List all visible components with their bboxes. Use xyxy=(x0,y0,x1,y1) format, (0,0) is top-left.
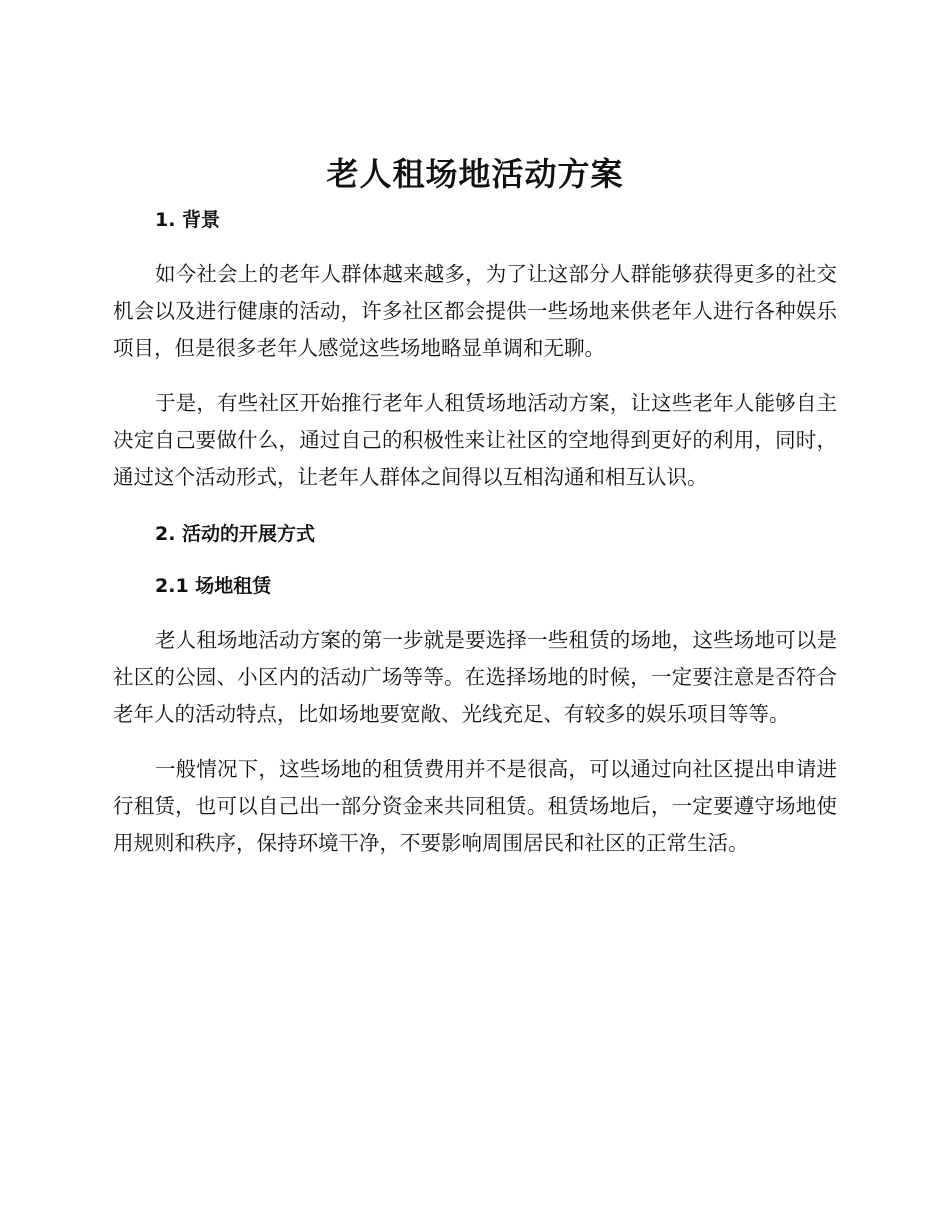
paragraph: 如今社会上的老年人群体越来越多，为了让这部分人群能够获得更多的社交机会以及进行健康的活动，许多社区都会提供一些场地来供老年人进行各种娱乐项目，但是很多老年人感觉这些场地略显单调和无聊。 xyxy=(113,262,837,360)
subsection-heading-venue-rental: 2.1 场地租赁 xyxy=(155,575,272,597)
paragraph: 于是，有些社区开始推行老年人租赁场地活动方案，让这些老年人能够自主决定自己要做什么，通过自己的积极性来让社区的空地得到更好的利用，同时，通过这个活动形式，让老年人群体之间得以互相沟通和相互认识。 xyxy=(113,391,837,489)
document-title: 老人租场地活动方案 xyxy=(326,155,624,193)
document-body xyxy=(113,200,837,862)
paragraph: 老人租场地活动方案的第一步就是要选择一些租赁的场地，这些场地可以是社区的公园、小区内的活动广场等等。在选择场地的时候，一定要注意是否符合老年人的活动特点，比如场地要宽敞、光线充足、有较多的娱乐项目等等。 xyxy=(113,628,837,726)
section-heading-activity-method: 2. 活动的开展方式 xyxy=(155,523,316,545)
paragraph: 一般情况下，这些场地的租赁费用并不是很高，可以通过向社区提出申请进行租赁，也可以自己出一部分资金来共同租赁。租赁场地后，一定要遵守场地使用规则和秩序，保持环境干净，不要影响周围居民和社区的正常生活。 xyxy=(113,757,837,855)
section-heading-background: 1. 背景 xyxy=(155,209,221,231)
